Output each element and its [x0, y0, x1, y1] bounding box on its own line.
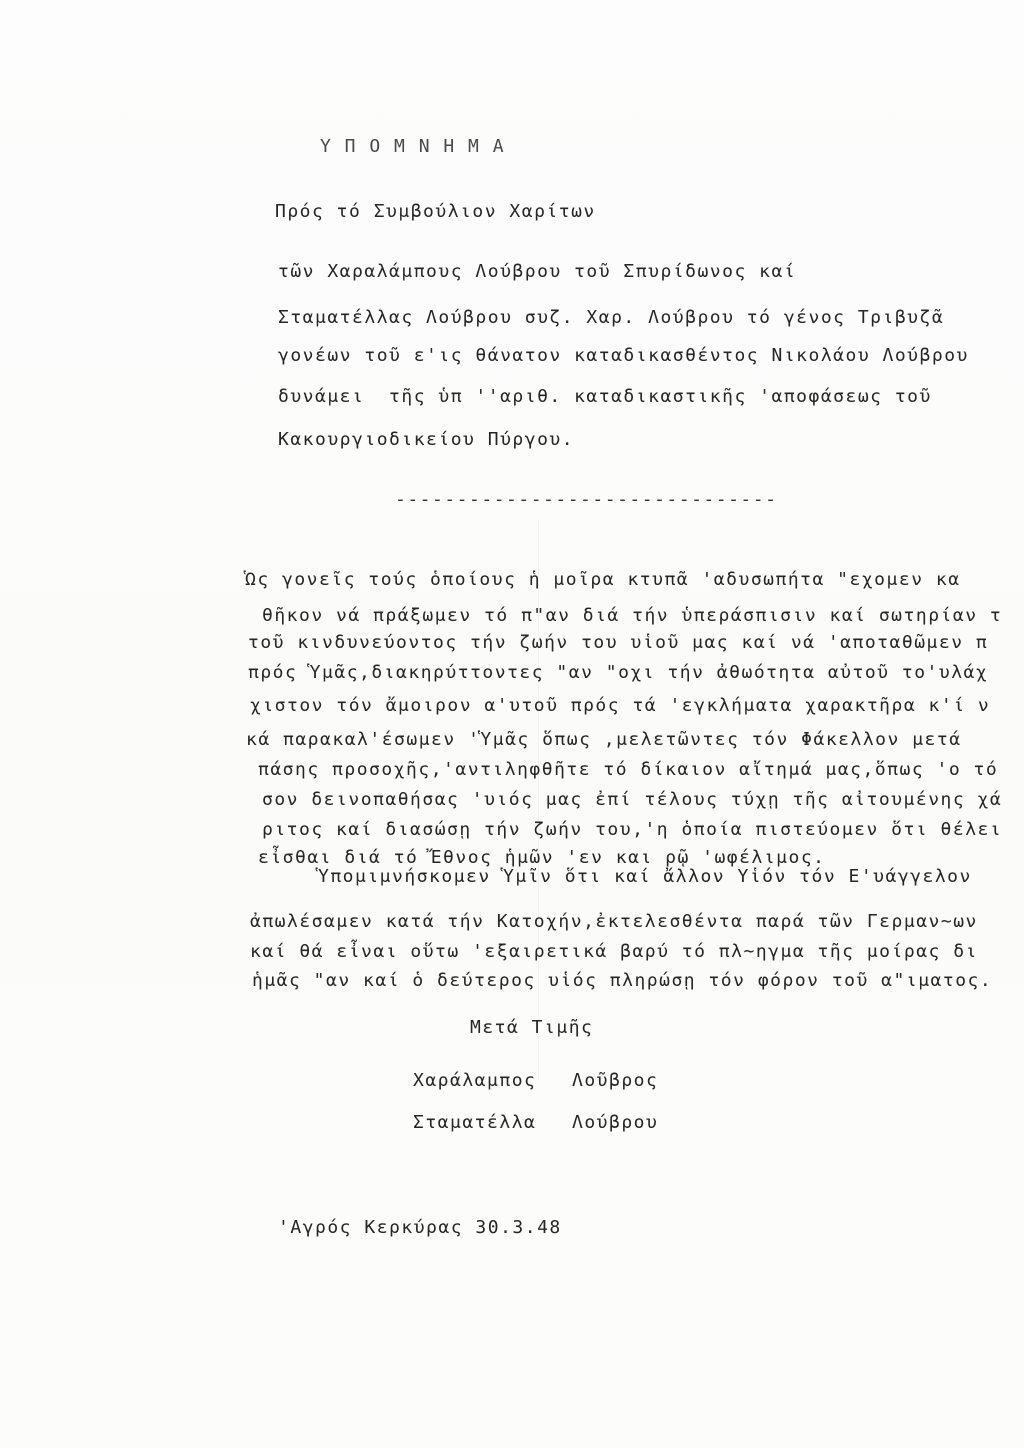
- signature-first-name: Χαράλαμπος: [413, 1070, 537, 1091]
- divider: -------------------------------: [395, 489, 778, 510]
- signature-first-name: Σταματέλλα: [413, 1112, 537, 1133]
- document-title: Υ Π Ο Μ Ν Η Μ Α: [320, 136, 506, 157]
- header-line: Σταματέλλας Λούβρου συζ. Χαρ. Λούβρου τό γένος Τριβυζᾶ: [278, 307, 945, 328]
- body-line: καί θά εἶναι οὕτω 'εξαιρετικά βαρύ τό πλ~ηγμα τῆς μοίρας δι: [250, 941, 978, 962]
- place-date: 'Αγρός Κερκύρας 30.3.48: [278, 1217, 562, 1238]
- body-line: σον δεινοπαθήσας 'υιός μας ἐπί τέλους τύχῃ τῆς αἰτουμένης χά: [262, 789, 1003, 810]
- body-line: ριτος καί διασώσῃ τήν ζωήν του,'η ὁποία πιστεύομεν ὅτι θέλει: [262, 819, 1003, 840]
- addressee: Πρός τό Συμβούλιον Χαρίτων: [275, 201, 596, 222]
- body-line: κά παρακαλ'έσωμεν 'Ὑμᾶς ὅπως ,μελετῶντες τόν Φάκελλον μετά: [246, 729, 962, 750]
- signature-last-name: Λοῦβρος: [572, 1070, 659, 1091]
- body-line: πάσης προσοχῆς,'αντιληφθῆτε τό δίκαιον αἴτημά μας,ὅπως 'ο τό: [258, 759, 999, 780]
- closing: Μετά Τιμῆς: [470, 1017, 594, 1038]
- header-line: Κακουργιοδικείου Πύργου.: [278, 429, 575, 450]
- body-line: εἶσθαι διά τό Ἔθνος ἡμῶν 'εν και ρῷ 'ωφέλιμος.: [258, 847, 826, 868]
- body-line: θῆκον νά πράξωμεν τό π"αν διά τήν ὑπεράσπισιν καί σωτηρίαν τ: [262, 605, 1003, 626]
- body-line: πρός Ὑμᾶς,διακηρύττοντες "αν "οχι τήν ἀθωότητα αὐτοῦ το'υλάχ: [248, 662, 989, 683]
- header-line: δυνάμει τῆς ὑπ ''αριθ. καταδικαστικῆς 'αποφάσεως τοῦ: [278, 386, 932, 407]
- body-line: ἡμᾶς "αν καί ὁ δεύτερος υἱός πληρώσῃ τόν φόρον τοῦ α"ιματος.: [252, 970, 993, 991]
- header-line: γονέων τοῦ ε'ις θάνατον καταδικασθέντος Νικολάου Λούβρου: [278, 345, 969, 366]
- body-line: ἀπωλέσαμεν κατά τήν Κατοχήν,ἐκτελεσθέντα παρά τῶν Γερμαν~ων: [250, 911, 978, 932]
- signature-last-name: Λούβρου: [572, 1112, 659, 1133]
- header-line: τῶν Χαραλάμπους Λούβρου τοῦ Σπυρίδωνος καί: [278, 261, 797, 282]
- body-line: τοῦ κινδυνεύοντος τήν ζωήν του υἱοῦ μας καί νά 'αποταθῶμεν π: [248, 632, 989, 653]
- body-line: Ὡς γονεῖς τούς ὁποίους ἡ μοῖρα κτυπᾶ 'αδυσωπήτα "εχομεν κα: [245, 569, 961, 590]
- body-line: Ὑπομιμνήσκομεν Ὑμῖν ὅτι καί ἄλλον Υἱόν τόν Ε'υάγγελον: [318, 866, 972, 887]
- body-line: χιστον τόν ἄμοιρον α'υτοῦ πρός τά 'εγκλήματα χαρακτῆρα κ'ί ν: [250, 695, 991, 716]
